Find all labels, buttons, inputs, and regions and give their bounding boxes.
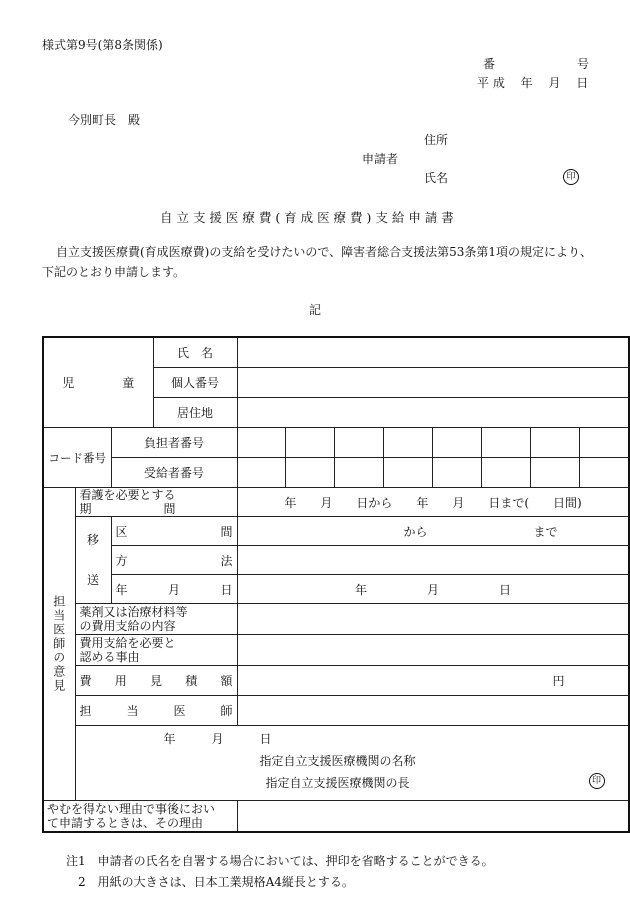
transfer-label-top: 移 [86, 533, 99, 547]
reason-label-cell [75, 635, 237, 666]
reason-field[interactable] [237, 635, 629, 666]
doctor-label: 担 当 医 師 [75, 696, 237, 726]
section-from: から [403, 524, 428, 539]
reason-label-1: 費用支給を必要と [79, 636, 176, 650]
child-id-field[interactable] [237, 368, 629, 398]
transfer-date-field[interactable]: 年 月 日 [237, 575, 629, 604]
medicine-label-2: の費用支給の内容 [79, 619, 176, 633]
doctor-opinion-cell [43, 488, 75, 801]
medicine-label-1: 薬剤又は治療材料等 [79, 605, 188, 619]
doctor-opinion-label: 担当医師の意見 [51, 595, 66, 693]
late-reason-label-1: やむを得ない理由で事後におい [47, 802, 216, 816]
institution-seal-icon: 印 [589, 773, 605, 789]
doctor-field[interactable] [237, 696, 629, 726]
name-label: 氏名 [424, 171, 449, 185]
address-label: 住所 [424, 133, 449, 147]
recipient-digit[interactable] [432, 458, 481, 488]
recipient-digit[interactable] [334, 458, 383, 488]
institution-name-label: 指定自立支援医療機関の名称 [259, 754, 416, 768]
nursing-period-label-2: 期 間 [79, 502, 176, 516]
section-to: まで [533, 524, 558, 539]
note-1: 注1 申請者の氏名を自署する場合においては、押印を省略することができる。 [66, 854, 494, 868]
form-number: 様式第9号(第8条関係) [42, 38, 163, 52]
recipient-digit[interactable] [285, 458, 334, 488]
recipient-digit[interactable] [237, 458, 285, 488]
method-label: 方 法 [111, 546, 237, 575]
payer-digit[interactable] [579, 428, 629, 458]
reason-label-2: 認める事由 [79, 650, 140, 664]
certification-date: 年 月 日 [163, 732, 272, 746]
addressee: 今別町長 殿 [68, 113, 141, 127]
recipient-number-label: 受給者番号 [111, 458, 237, 488]
note-2: 2 用紙の大きさは、日本工業規格A4縦長とする。 [66, 875, 354, 889]
payer-digit[interactable] [481, 428, 530, 458]
body-text-line-1: 自立支援医療費(育成医療費)の支給を受けたいので、障害者総合支援法第53条第1項の規定により、 [56, 245, 593, 259]
application-table [42, 336, 630, 833]
recipient-digit[interactable] [383, 458, 432, 488]
child-residence-label: 居住地 [153, 398, 237, 428]
cost-estimate-label: 費 用 見 積 額 [75, 666, 237, 696]
recipient-digit[interactable] [579, 458, 629, 488]
section-label: 区 間 [111, 517, 237, 546]
date-line: 平 成 年 月 日 [477, 76, 589, 90]
section-field[interactable] [237, 517, 629, 546]
child-name-field[interactable] [237, 337, 629, 368]
nursing-period-field[interactable]: 年 月 日から 年 月 日まで( 日間) [237, 488, 629, 517]
payer-digit[interactable] [432, 428, 481, 458]
child-name-label: 氏 名 [153, 337, 237, 368]
institution-head-label: 指定自立支援医療機関の長 [265, 776, 410, 790]
child-residence-field[interactable] [237, 398, 629, 428]
medicine-label-cell [75, 604, 237, 635]
transfer-date-label: 年 月 日 [111, 575, 237, 604]
payer-digit[interactable] [530, 428, 579, 458]
payer-digit[interactable] [237, 428, 285, 458]
payer-digit[interactable] [285, 428, 334, 458]
child-id-label: 個人番号 [153, 368, 237, 398]
number-label-right: 号 [577, 57, 590, 71]
certification-block [75, 726, 629, 801]
nursing-period-label-cell [75, 488, 237, 517]
applicant-label: 申請者 [362, 152, 399, 166]
number-label-left: 番 [483, 57, 496, 71]
method-field[interactable] [237, 546, 629, 575]
transfer-label-bottom: 送 [86, 573, 99, 587]
payer-number-label: 負担者番号 [111, 428, 237, 458]
code-number-label: コード番号 [43, 428, 111, 488]
document-title: 自 立 支 援 医 療 費 ( 育 成 医 療 費 ) 支 給 申 請 書 [160, 210, 454, 225]
recipient-digit[interactable] [530, 458, 579, 488]
body-text-line-2: 下記のとおり申請します。 [42, 265, 186, 279]
ki-heading: 記 [309, 303, 322, 317]
late-reason-field[interactable] [237, 801, 629, 833]
child-label: 児 童 [43, 337, 153, 428]
late-reason-label-cell [43, 801, 237, 833]
payer-digit[interactable] [334, 428, 383, 458]
late-reason-label-2: て申請するときは、その理由 [47, 816, 204, 830]
nursing-period-label-1: 看護を必要とする [79, 488, 176, 502]
recipient-digit[interactable] [481, 458, 530, 488]
transfer-label-cell [75, 517, 111, 604]
medicine-field[interactable] [237, 604, 629, 635]
payer-digit[interactable] [383, 428, 432, 458]
cost-estimate-field[interactable]: 円 [237, 666, 629, 696]
applicant-seal-icon: 印 [563, 169, 579, 185]
